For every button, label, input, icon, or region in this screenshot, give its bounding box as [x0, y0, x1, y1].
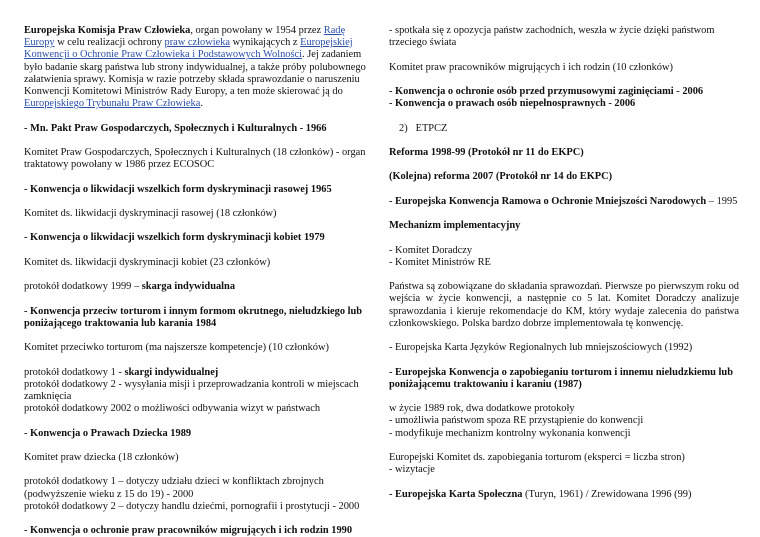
karta-jezykow: - Europejska Karta Języków Regionalnych lub mniejszościowych (1992) — [389, 342, 693, 354]
protocol-bold: skarga indywidualna — [141, 281, 236, 293]
tortury-protocol-3: protokół dodatkowy 2002 o możliwości odbywania wizyt w państwach — [24, 403, 321, 415]
karta-spoleczna — [389, 489, 739, 501]
intro-text: . Jej zadaniem było badanie skarg państwa lub strony indywidualnej, a także próby polubownego załatwienia sprawy. Komisja w razie potrzeby składa sprawozdanie o naruszeniu Konwencji Komitetowi Ministrów Rady Europy, a ten może skierować ją do — [24, 49, 366, 98]
dziecka-protocol-2: protokół dodatkowy 2 – dotyczy handlu dziećmi, pornografii i prostytucji - 2000 — [24, 500, 360, 512]
right-column — [389, 25, 739, 501]
tortury-protocol-2: protokół dodatkowy 2 - wysyłania misji i przeprowadzania kontroli w miejscach zamknięcia — [24, 378, 359, 402]
zapob-line-2: - umożliwia państwom spoza RE przystąpienie do konwencji — [389, 415, 644, 427]
intro-text: wynikających z — [230, 37, 301, 49]
komitet-zapobiegania: Europejski Komitet ds. zapobiegania torturom (eksperci = liczba stron) — [389, 451, 685, 463]
mech-item-1: - Komitet Doradczy — [389, 244, 473, 256]
rasowa-committee: Komitet ds. likwidacji dyskryminacji rasowej (18 członków) — [24, 207, 277, 219]
intro-text: w celu realizacji ochrony — [54, 37, 165, 49]
dziecka-committee: Komitet praw dziecka (18 członków) — [24, 451, 179, 463]
kobiet-committee: Komitet ds. likwidacji dyskryminacji kobiet (23 członków) — [24, 256, 271, 268]
left-column — [24, 25, 376, 537]
tortury-committee: Komitet przeciwko torturom (ma najszersze kompetencje) (10 członków) — [24, 342, 329, 354]
protocol-text: protokół dodatkowy 1999 – — [24, 281, 142, 293]
tortury-protocol-1 — [24, 367, 376, 379]
heading-dziecka: - Konwencja o Prawach Dziecka 1989 — [24, 427, 192, 439]
heading-reforma-2007: (Kolejna) reforma 2007 (Protokół nr 14 do EKPC) — [389, 171, 613, 183]
intro-paragraph — [24, 25, 376, 110]
ramowa-bold: - Europejska Konwencja Ramowa o Ochronie Mniejszości Narodowych — [389, 195, 707, 207]
mech-item-2: - Komitet Ministrów RE — [389, 256, 491, 268]
intro-bold-term: Europejska Komisja Praw Człowieka — [24, 25, 191, 36]
link-prawa-czlowieka[interactable]: praw człowieka — [164, 37, 230, 49]
numbered-item-etpcz — [389, 123, 739, 135]
ramowa-line — [389, 196, 739, 208]
heading-rasowa: - Konwencja o likwidacji wszelkich form dyskryminacji rasowej 1965 — [24, 183, 332, 195]
panstwa-paragraph: Państwa są zobowiązane do składania sprawozdań. Pierwsze po pierwszym roku od wejścia w życie konwencji, a następnie co 5 lat. Komitet Doradczy analizuje sprawozdania i kieruje rekomendacje do KM, który wydaje zalecenia do państwa członkowskiego. Polska bardzo dobrze implementowała tę konwencję. — [389, 281, 739, 329]
heading-pakt: - Mn. Pakt Praw Gospodarczych, Społecznych i Kulturalnych - 1966 — [24, 122, 327, 134]
link-rada-europy[interactable]: Radę Europy — [24, 25, 346, 49]
link-etpc[interactable]: Europejskiego Trybunału Praw Człowieka — [24, 98, 201, 110]
migr-committee: Komitet praw pracowników migrujących i ich rodzin (10 członków) — [389, 61, 673, 73]
intro-text: . — [200, 98, 203, 110]
protocol-bold: skargi indywidualnej — [124, 366, 219, 378]
intro-text: , organ powołany w 1954 przez — [190, 25, 324, 36]
pakt-committee: Komitet Praw Gospodarczych, Społecznych i Kulturalnych (18 członków) - organ traktatowy powołany w 1986 przez ECOSOC — [24, 147, 366, 171]
item-number: 2) — [399, 122, 408, 134]
migr-continuation: - spotkała się z opozycja państw zachodnich, weszła w życie dzięki państwom trzeciego świata — [389, 25, 715, 49]
zapob-line-3: - modyfikuje mechanizm kontrolny wykonania konwencji — [389, 427, 631, 439]
heading-zapobieganiu: - Europejska Konwencja o zapobieganiu torturom i innemu nieludzkiemu lub poniżającemu traktowaniu i karaniu (1987) — [389, 366, 733, 390]
zapob-line-1: w życie 1989 rok, dwa dodatkowe protokoły — [389, 403, 575, 415]
heading-reforma-1998: Reforma 1998-99 (Protokół nr 11 do EKPC) — [389, 146, 584, 158]
kobiet-protocol — [24, 281, 376, 293]
karta-spoleczna-bold: - Europejska Karta Społeczna — [389, 488, 523, 500]
link-ekpc[interactable]: Europejskiej Konwencji o Ochronie Praw Człowieka i Podstawowych Wolności — [24, 37, 353, 61]
item-label: ETPCZ — [415, 122, 448, 134]
dziecka-protocol-1: protokół dodatkowy 1 – dotyczy udziału dzieci w konfliktach zbrojnych (podwyższenie wieku z 15 do 19) - 2000 — [24, 476, 324, 500]
heading-zaginieciami: - Konwencja o ochronie osób przed przymusowymi zaginięciami - 2006 — [389, 85, 704, 97]
ramowa-year: – 1995 — [706, 195, 738, 207]
heading-tortury: - Konwencja przeciw torturom i innym formom okrutnego, nieludzkiego lub poniżającego traktowania lub karania 1984 — [24, 305, 363, 329]
heading-kobiet: - Konwencja o likwidacji wszelkich form dyskryminacji kobiet 1979 — [24, 232, 325, 244]
heading-mechanizm: Mechanizm implementacyjny — [389, 220, 521, 232]
karta-spoleczna-years: (Turyn, 1961) / Zrewidowana 1996 (99) — [522, 488, 692, 500]
protocol-text: protokół dodatkowy 1 - — [24, 366, 125, 378]
wizytacje: - wizytacje — [389, 464, 435, 476]
heading-migrujacych: - Konwencja o ochronie praw pracowników migrujących i ich rodzin 1990 — [24, 525, 353, 537]
heading-niepelnosprawnych: - Konwencja o prawach osób niepełnosprawnych - 2006 — [389, 98, 636, 110]
